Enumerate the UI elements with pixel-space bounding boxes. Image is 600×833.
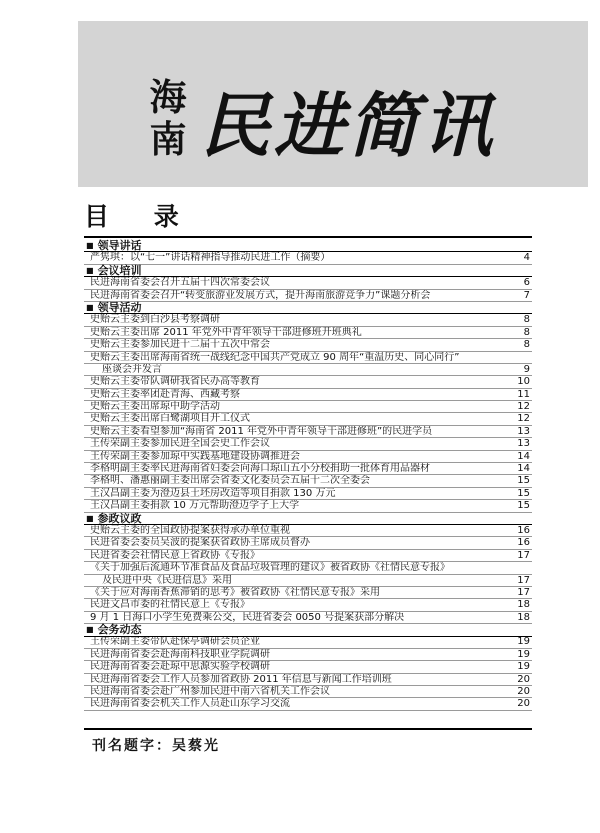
toc-bottom-rule [84, 728, 532, 730]
toc-entry-page: 16 [517, 524, 530, 536]
toc-entry-page: 15 [517, 475, 530, 487]
toc-section-heading [84, 265, 532, 277]
toc-entry-title: 座谈会并发言 [102, 363, 162, 375]
toc-section-title: 参政议政 [97, 511, 142, 525]
square-bullet-icon: ■ [86, 513, 94, 523]
toc-entry-page: 6 [523, 277, 530, 289]
toc-entry-title: 民进省委会委员吴波的提案获省政协主席成员督办 [90, 537, 310, 549]
toc-entry-title: 李格明副主委率民进海南省妇委会向海口琼山五小分校捐助一批体育用品器材 [90, 463, 430, 475]
toc-entry-page: 14 [517, 463, 530, 475]
toc-top-rule [84, 236, 532, 238]
toc-entry-title: 《关于应对海南香蕉滞销的思考》被省政协《社情民意专报》采用 [90, 586, 380, 598]
toc-section-title: 会务动态 [97, 623, 142, 637]
toc-entry[interactable] [84, 637, 532, 649]
toc-heading: 目 录 [84, 202, 197, 231]
toc-entry-page: 17 [517, 549, 530, 561]
toc-entry-page: 15 [517, 487, 530, 499]
toc-entry-title: 史贻云主委率团赴青海、西藏考察 [90, 388, 240, 400]
toc-entry-title: 9 月 1 日海口小学生免费乘公交，民进省委会 0050 号提案获部分解决 [90, 611, 405, 623]
toc-entry-page: 10 [517, 376, 530, 388]
toc-entry-title: 王传荣副主委带队赴保亭调研会员企业 [90, 636, 260, 648]
toc-entry[interactable] [84, 426, 532, 438]
toc-entry-title: 史贻云主委参加民进十二届十五次中常会 [90, 339, 270, 351]
toc-entry[interactable] [84, 290, 532, 302]
toc-section-heading [84, 302, 532, 314]
toc-entry-title: 史贻云主委到白沙县考察调研 [90, 314, 220, 326]
toc-entry-title: 史贻云主委出席琼中助学活动 [90, 401, 220, 413]
toc-entry-title: 民进海南省委会工作人员参加省政协 2011 年信息与新闻工作培训班 [90, 673, 392, 685]
toc-entry-title: 《关于加强后流通环节准食品及食品垃圾管理的建议》被省政协《社情民意专报》 [90, 562, 450, 574]
square-bullet-icon: ■ [86, 241, 94, 250]
toc-entry-title: 民进文昌市委的社情民意上《专报》 [90, 599, 250, 611]
toc-entry[interactable] [84, 352, 532, 364]
toc-entry[interactable] [84, 500, 532, 512]
toc-entry-page: 4 [523, 252, 530, 264]
toc-entry-page: 19 [517, 661, 530, 673]
square-bullet-icon: ■ [86, 302, 94, 312]
toc-entry[interactable] [84, 463, 532, 475]
toc-entry[interactable] [84, 686, 532, 698]
toc-entry-page: 19 [517, 636, 530, 648]
toc-entry-title: 民进海南省委会召开“转变旅游业发展方式，提升海南旅游竞争力”课题分析会 [90, 289, 431, 301]
toc-entry-title: 民进海南省委会赴海南科技职业学院调研 [90, 648, 270, 660]
toc-entry[interactable] [84, 612, 532, 624]
toc-entry-page: 8 [523, 326, 530, 338]
toc-entry[interactable] [84, 389, 532, 401]
toc-entry-page: 17 [517, 574, 530, 586]
toc-entry-title: 王汉昌副主委为澄迈县土坯房改造等项目捐款 130 万元 [90, 487, 336, 499]
toc-entry[interactable] [84, 314, 532, 326]
toc-entry-page: 19 [517, 648, 530, 660]
toc-entry-page: 13 [517, 425, 530, 437]
masthead-province: 海南 [149, 75, 187, 161]
toc-entry[interactable] [84, 661, 532, 673]
toc-entry-title: 史贻云主委带队调研我省民办高等教育 [90, 376, 260, 388]
toc-entry[interactable] [84, 599, 532, 611]
toc-entry-title: 史贻云主委出席白鹭湖项目开工仪式 [90, 413, 250, 425]
toc-entry-page: 9 [523, 363, 530, 375]
toc-section-heading [84, 624, 532, 636]
toc-entry[interactable] [84, 413, 532, 425]
toc-entry-page: 20 [517, 686, 530, 698]
toc-entry[interactable] [84, 575, 532, 587]
toc-entry-page: 18 [517, 599, 530, 611]
toc-entry[interactable] [84, 327, 532, 339]
toc-entry[interactable] [84, 488, 532, 500]
toc-entry-title: 民进省委会社情民意上省政协《专报》 [90, 549, 260, 561]
toc-entry-page: 8 [523, 314, 530, 326]
toc-entry-title: 王汉昌副主委捐款 10 万元帮助澄迈学子上大学 [90, 500, 300, 512]
toc-entry[interactable] [84, 587, 532, 599]
toc-entry-page: 15 [517, 500, 530, 512]
toc-entry-page: 18 [517, 611, 530, 623]
toc-entry-title: 史贻云主委的全国政协提案获得承办单位重视 [90, 524, 290, 536]
toc-entry-page: 12 [517, 413, 530, 425]
title-calligrapher-credit: 刊名题字：吴蔡光 [92, 738, 220, 754]
toc-entry-page: 13 [517, 438, 530, 450]
toc-entry[interactable] [84, 550, 532, 562]
square-bullet-icon: ■ [86, 625, 94, 635]
toc-section-title: 领导活动 [97, 300, 142, 314]
toc-entry-title: 及民进中央《民进信息》采用 [102, 574, 232, 586]
toc-entry[interactable] [84, 277, 532, 289]
toc-entry-title: 王传荣副主委参加琼中实践基地建设协调推进会 [90, 450, 300, 462]
table-of-contents [84, 240, 532, 711]
toc-section-heading [84, 240, 532, 252]
toc-entry-page: 11 [517, 388, 530, 400]
toc-entry-page: 17 [517, 586, 530, 598]
toc-entry-page: 7 [523, 289, 530, 301]
square-bullet-icon: ■ [86, 265, 94, 275]
toc-entry-title: 史贻云主委出席 2011 年党外中青年领导干部进修班开班典礼 [90, 326, 362, 338]
toc-entry-title: 民进海南省委会赴广州参加民进中南六省机关工作会议 [90, 686, 330, 698]
toc-entry[interactable] [84, 376, 532, 388]
toc-entry-page: 16 [517, 537, 530, 549]
toc-entry[interactable] [84, 649, 532, 661]
toc-entry-title: 李格明、潘惠丽副主委出席会省委文化委员会五届十二次全委会 [90, 475, 370, 487]
toc-entry-title: 史贻云主委看望参加“海南省 2011 年党外中青年领导干部进修班”的民进学员 [90, 425, 433, 437]
toc-entry-title: 民进海南省委会机关工作人员赴山东学习交流 [90, 698, 290, 710]
toc-entry-title: 民进海南省委会召开五届十四次常委会议 [90, 277, 270, 289]
toc-entry-page: 20 [517, 673, 530, 685]
toc-entry-title: 王传荣副主委参加民进全国会史工作会议 [90, 438, 270, 450]
toc-entry-title: 史贻云主委出席海南省统一战线纪念中国共产党成立 90 周年“重温历史、同心同行” [90, 351, 460, 363]
toc-entry[interactable] [84, 451, 532, 463]
toc-section-title: 领导讲话 [97, 239, 142, 252]
toc-entry-page: 14 [517, 450, 530, 462]
toc-entry-title: 民进海南省委会赴琼中思源实验学校调研 [90, 661, 270, 673]
toc-entry[interactable] [84, 562, 532, 574]
masthead-title: 民进简讯 [200, 84, 496, 167]
toc-section-heading [84, 513, 532, 525]
toc-entry[interactable] [84, 401, 532, 413]
toc-entry[interactable] [84, 475, 532, 487]
toc-entry[interactable] [84, 674, 532, 686]
toc-entry[interactable] [84, 438, 532, 450]
toc-entry[interactable] [84, 339, 532, 351]
toc-entry[interactable] [84, 252, 532, 264]
toc-entry-page: 20 [517, 698, 530, 710]
toc-entry[interactable] [84, 525, 532, 537]
toc-entry[interactable] [84, 698, 532, 710]
toc-entry[interactable] [84, 537, 532, 549]
toc-entry-page: 12 [517, 401, 530, 413]
toc-section-title: 会议培训 [97, 263, 142, 277]
toc-entry-page: 8 [523, 339, 530, 351]
toc-entry[interactable] [84, 364, 532, 376]
toc-entry-title: 严隽琪：以“七一”讲话精神指导推动民进工作（摘要） [90, 252, 331, 264]
